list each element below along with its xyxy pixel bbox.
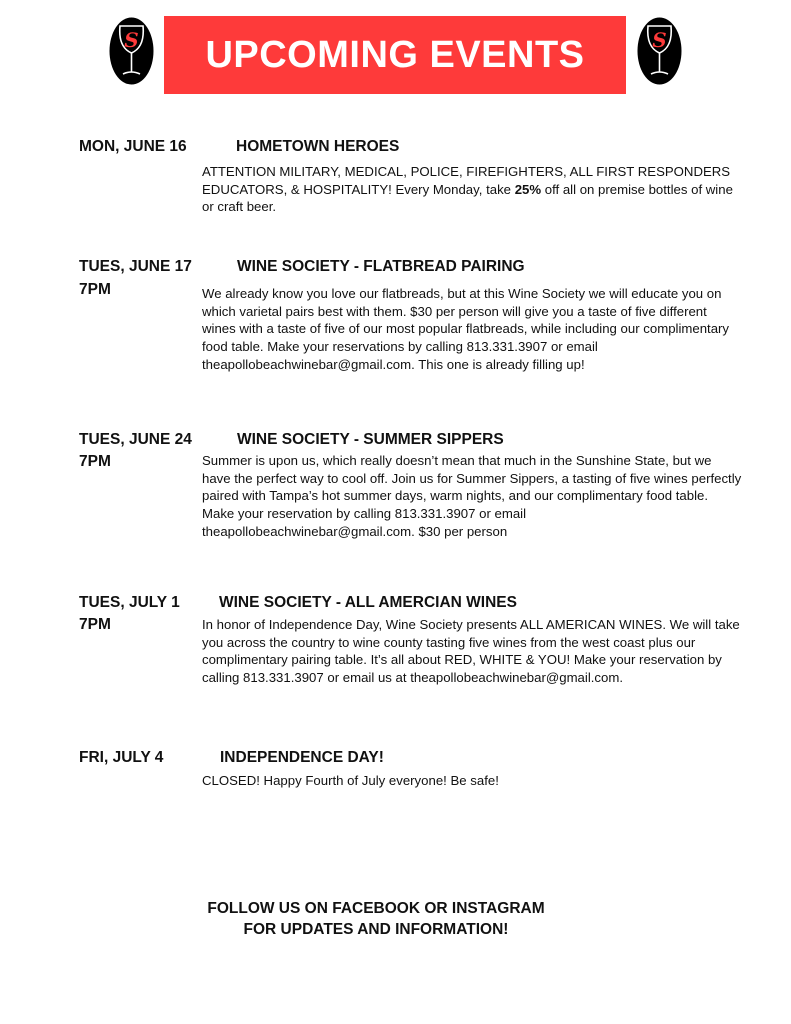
event-date: TUES, JULY 1 bbox=[79, 594, 180, 611]
event-description: In honor of Independence Day, Wine Society presents ALL AMERICAN WINES. We will take you across the country to wine county tasting five wines from the west coast plus our complimentary pairing table. It’s all about RED, WHITE & YOU! Make your reservation by calling 813.331.3907 or email us at theapollobeachwinebar@gmail.com. bbox=[202, 617, 740, 686]
svg-text:S: S bbox=[652, 28, 667, 52]
discount-value: 25% bbox=[514, 181, 542, 197]
event-title: HOMETOWN HEROES bbox=[236, 138, 400, 155]
event-time: 7PM bbox=[79, 453, 111, 470]
event-date: MON, JUNE 16 bbox=[79, 138, 187, 155]
page-title: UPCOMING EVENTS bbox=[205, 33, 585, 76]
header-banner bbox=[164, 16, 626, 94]
event-description: We already know you love our flatbreads, but at this Wine Society we will educate you on which varietal pairs best with them. $30 per person will give you a taste of five different wines with a taste of five of our most popular flatbreads, while including our complimentary food table. Make your reservations by calling 813.331.3907 or email theapollobeachwinebar@gmail.com. This one is already filling up! bbox=[202, 286, 730, 372]
svg-text:S: S bbox=[124, 28, 139, 52]
event-time: 7PM bbox=[79, 616, 111, 633]
event-date: TUES, JUNE 17 bbox=[79, 258, 192, 275]
event-date: TUES, JUNE 24 bbox=[79, 431, 192, 448]
footer-line: FOLLOW US ON FACEBOOK OR INSTAGRAM bbox=[207, 900, 545, 917]
wine-glass-logo-right bbox=[637, 17, 682, 85]
social-follow-note bbox=[130, 898, 622, 940]
event-date: FRI, JULY 4 bbox=[79, 749, 164, 766]
event-title: WINE SOCIETY - ALL AMERCIAN WINES bbox=[219, 594, 517, 611]
wine-glass-logo-left bbox=[109, 17, 154, 85]
event-description: ATTENTION MILITARY, MEDICAL, POLICE, FIREFIGHTERS, ALL FIRST RESPONDERS EDUCATORS, & HOSPITALITY! Every Monday, take 25% off all on premise bottles of wine or craft beer. bbox=[202, 164, 733, 215]
event-title: WINE SOCIETY - FLATBREAD PAIRING bbox=[237, 258, 525, 275]
event-description: CLOSED! Happy Fourth of July everyone! Be safe! bbox=[202, 773, 499, 788]
event-description: Summer is upon us, which really doesn’t mean that much in the Sunshine State, but we have the perfect way to cool off. Join us for Summer Sippers, a tasting of five wines perfectly paired with Tampa’s hot summer days, warm nights, and our complimentary food table. Make your reservation by calling 813.331.3907 or email theapollobeachwinebar@gmail.com. $30 per person bbox=[202, 453, 742, 539]
event-time: 7PM bbox=[79, 281, 111, 298]
event-title: WINE SOCIETY - SUMMER SIPPERS bbox=[237, 431, 504, 448]
footer-line: FOR UPDATES AND INFORMATION! bbox=[243, 921, 509, 938]
event-title: INDEPENDENCE DAY! bbox=[220, 749, 384, 766]
